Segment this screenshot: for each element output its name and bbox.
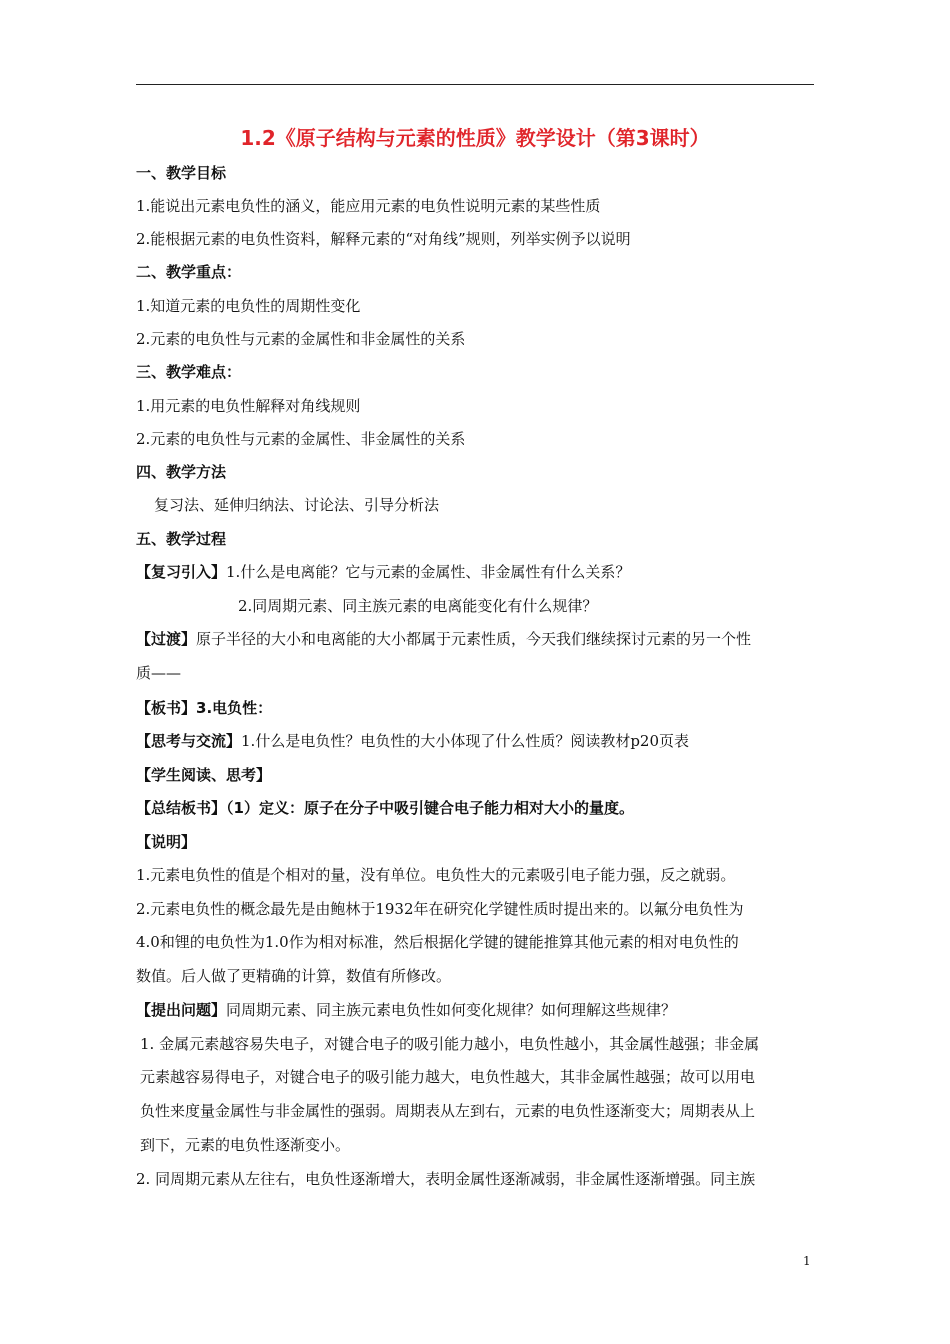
question-text: 同周期元素、同主族元素电负性如何变化规律？如何理解这些规律？ (226, 1001, 677, 1019)
heading-methods: 四、教学方法 (136, 463, 227, 481)
summary-text: （1）定义：原子在分子中吸引键合电子能力相对大小的量度。 (226, 799, 634, 817)
review-question-2: 2.同周期元素、同主族元素的电离能变化有什么规律？ (238, 597, 598, 615)
methods-text: 复习法、延伸归纳法、讨论法、引导分析法 (154, 496, 440, 514)
board-line (136, 698, 272, 718)
answer-2-line-1: 2. 同周期元素从左往右，电负性逐渐增大，表明金属性逐渐减弱，非金属性逐渐增强。同主族 (136, 1170, 756, 1188)
answer-1-line-2: 元素越容易得电子，对键合电子的吸引能力越大，电负性越大，其非金属性越强；故可以用电 (140, 1068, 756, 1086)
answer-1-line-3: 负性来度量金属性与非金属性的强弱。周期表从左到右，元素的电负性逐渐变大；周期表从上 (140, 1102, 756, 1120)
board-text: 3.电负性： (196, 699, 273, 717)
note-line-2: 2.元素电负性的概念最先是由鲍林于1932年在研究化学键性质时提出来的。以氟分电负性为 (136, 900, 744, 918)
note-line-3: 4.0和锂的电负性为1.0作为相对标准，然后根据化学键的键能推算其他元素的相对电负性的 (136, 933, 739, 951)
board-tag: 【板书】 (136, 699, 197, 717)
key-point-item: 2.元素的电负性与元素的金属性和非金属性的关系 (136, 330, 466, 348)
difficulty-item: 2.元素的电负性与元素的金属性、非金属性的关系 (136, 430, 466, 448)
think-line (136, 731, 689, 751)
note-line-4: 数值。后人做了更精确的计算，数值有所修改。 (136, 967, 452, 985)
heading-goals: 一、教学目标 (136, 164, 227, 182)
question-tag: 【提出问题】 (136, 1001, 227, 1019)
note-tag: 【说明】 (136, 833, 197, 851)
goal-item: 2.能根据元素的电负性资料，解释元素的“对角线”规则，列举实例予以说明 (136, 230, 631, 248)
transition-line-2: 质—— (136, 664, 182, 682)
think-text: 1.什么是电负性？电负性的大小体现了什么性质？阅读教材p20页表 (241, 732, 690, 750)
document-title: 1.2《原子结构与元素的性质》教学设计（第3课时） (240, 126, 710, 150)
read-tag: 【学生阅读、思考】 (136, 766, 272, 784)
heading-key-points: 二、教学重点： (136, 263, 242, 281)
difficulty-item: 1.用元素的电负性解释对角线规则 (136, 397, 361, 415)
header-rule (136, 84, 814, 85)
note-line-1: 1.元素电负性的值是个相对的量，没有单位。电负性大的元素吸引电子能力强，反之就弱。 (136, 866, 736, 884)
transition-tag: 【过渡】 (136, 630, 197, 648)
answer-1-line-1: 1. 金属元素越容易失电子，对键合电子的吸引能力越小，电负性越小，其金属性越强；非金属 (140, 1035, 760, 1053)
review-line-1 (136, 562, 630, 582)
think-tag: 【思考与交流】 (136, 732, 242, 750)
review-tag: 【复习引入】 (136, 563, 227, 581)
heading-difficulties: 三、教学难点： (136, 363, 242, 381)
key-point-item: 1.知道元素的电负性的周期性变化 (136, 297, 361, 315)
summary-line (136, 798, 634, 818)
heading-process: 五、教学过程 (136, 530, 227, 548)
transition-line-1 (136, 629, 751, 649)
page-number: 1 (803, 1254, 811, 1268)
answer-1-line-4: 到下，元素的电负性逐渐变小。 (140, 1136, 351, 1154)
review-question-1: 1.什么是电离能？它与元素的金属性、非金属性有什么关系？ (226, 563, 631, 581)
question-line (136, 1000, 676, 1020)
goal-item: 1.能说出元素电负性的涵义，能应用元素的电负性说明元素的某些性质 (136, 197, 601, 215)
summary-tag: 【总结板书】 (136, 799, 227, 817)
transition-text: 原子半径的大小和电离能的大小都属于元素性质，今天我们继续探讨元素的另一个性 (196, 630, 752, 648)
